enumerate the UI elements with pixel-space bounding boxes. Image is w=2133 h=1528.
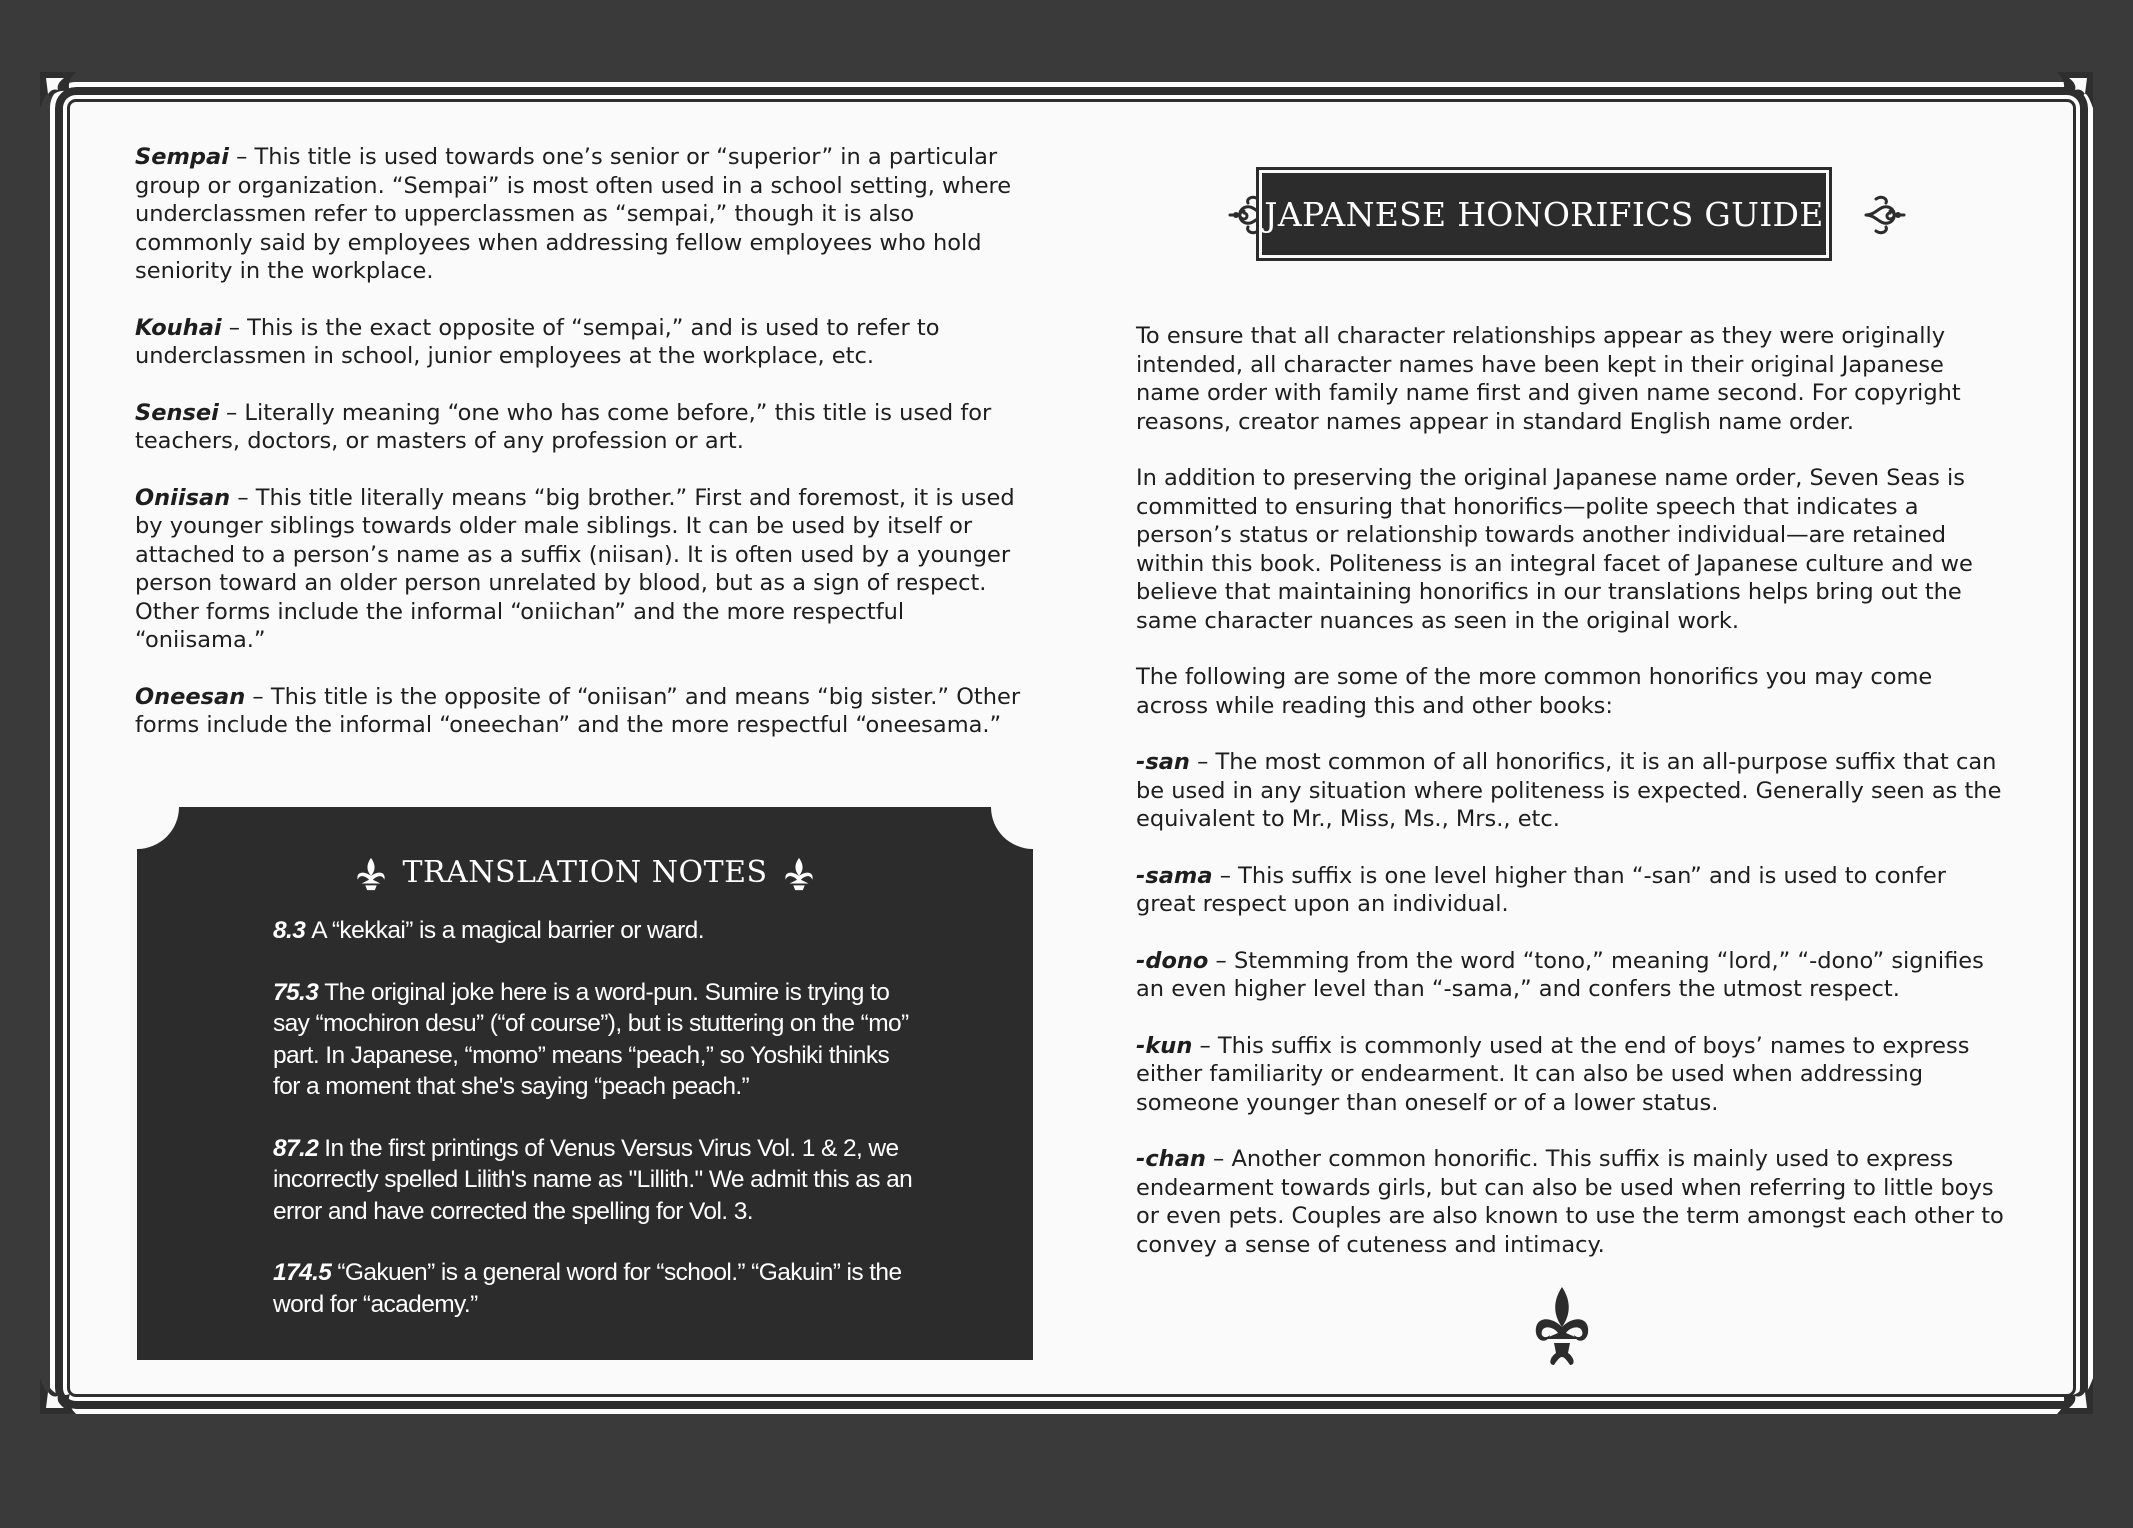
translation-notes-heading [137, 855, 1033, 893]
honorific-text: – Stemming from the word “tono,” meaning “lord,” “-dono” signifies an even higher level than “-sama,” and confers the utmost respect. [1136, 947, 1984, 1002]
fleur-de-lis-icon [780, 855, 818, 893]
honorific-text: – Literally meaning “one who has come before,” this title is used for teachers, doctors, or masters of any profession or art. [135, 399, 992, 454]
translation-notes-title: TRANSLATION NOTES [402, 855, 768, 890]
scroll-ornament-icon [1862, 185, 1906, 245]
honorific-term: -dono [1136, 947, 1209, 974]
honorific-entry [1136, 1145, 2006, 1259]
note-page-number: 174.5 [273, 1259, 332, 1286]
note-text: A “kekkai” is a magical barrier or ward. [311, 917, 704, 944]
honorific-entry [135, 683, 1035, 740]
honorific-text: – The most common of all honorifics, it is an all-purpose suffix that can be used in any situation where politeness is expected. Generally seen as the equivalent to Mr., Miss, Ms., Mrs., etc. [1136, 749, 2002, 832]
note-item [273, 1257, 913, 1320]
honorific-entry [1136, 748, 2006, 834]
honorific-text: – This title is the opposite of “oniisan” and means “big sister.” Other forms include the informal “oneechan” and the more respectful “oneesama.” [135, 683, 1021, 738]
intro-paragraph: The following are some of the more common honorifics you may come across while reading this and other books: [1136, 664, 1933, 719]
note-item [273, 1133, 913, 1228]
note-page-number: 8.3 [273, 917, 306, 944]
note-page-number: 75.3 [273, 978, 319, 1006]
corner-ornament-icon [2027, 68, 2097, 138]
honorific-entry [135, 399, 1035, 456]
translation-notes-box [137, 807, 1033, 1360]
honorific-term: Oniisan [135, 484, 231, 511]
honorific-entry [135, 143, 1035, 286]
corner-ornament-icon [36, 1348, 106, 1418]
note-page-number: 87.2 [273, 1134, 319, 1162]
note-item [273, 977, 913, 1103]
honorific-term: Sensei [135, 399, 219, 426]
honorific-text: – This title is used towards one’s senior or “superior” in a particular group or organization. “Sempai” is most often used in a school setting, where underclassmen refer to upperclassmen as “sempai,” though it is also commonly said by employees when addressing fellow employees who hold seniority in the workplace. [135, 144, 1012, 284]
honorifics-guide-title: JAPANESE HONORIFICS GUIDE [1262, 173, 1826, 255]
note-item [273, 915, 913, 947]
fleur-de-lis-icon [1530, 1283, 1594, 1369]
honorific-term: -chan [1136, 1146, 1206, 1172]
translation-notes-list [273, 915, 913, 1350]
fleur-de-lis-icon [352, 855, 390, 893]
corner-ornament-icon [36, 68, 106, 138]
honorific-term: Oneesan [135, 683, 246, 710]
honorific-term: Sempai [135, 144, 229, 170]
honorifics-guide-body [1136, 322, 2006, 1287]
honorific-entry [1136, 947, 2006, 1004]
honorific-entry [1136, 1032, 2006, 1118]
honorific-text: – This title literally means “big brother.” First and foremost, it is used by younger siblings towards older male siblings. It can be used by itself or attached to a person’s name as a suffix (niisan). It is often used by a younger person toward an older person unrelated by blood, but as a sign of respect. Other forms include the informal “oniichan” and the more respectful “oniisama.” [135, 484, 1015, 653]
note-text: “Gakuen” is a general word for “school.” “Gakuin” is the word for “academy.” [273, 1259, 902, 1318]
honorific-entry [135, 484, 1035, 655]
honorific-text: – Another common honorific. This suffix is mainly used to express endearment towards girls, but can also be used when referring to little boys or even pets. Couples are also known to use the term amongst each other to convey a sense of cuteness and intimacy. [1136, 1146, 2004, 1258]
honorifics-list-left [135, 143, 1035, 768]
intro-paragraph: In addition to preserving the original Japanese name order, Seven Seas is committed to ensuring that honorifics—polite speech that indicates a person’s status or relationship towards another individual—are retained within this book. Politeness is an integral facet of Japanese culture and we believe that maintaining honorifics in our translations helps bring out the same character nuances as seen in the original work. [1136, 465, 1973, 634]
honorific-text: – This suffix is one level higher than “-san” and is used to confer great respect upon an individual. [1136, 862, 1946, 917]
honorific-entry [1136, 862, 2006, 919]
honorific-text: – This suffix is commonly used at the end of boys’ names to express either familiarity or endearment. It can also be used when addressing someone younger than oneself or of a lower status. [1136, 1032, 1970, 1116]
honorific-text: – This is the exact opposite of “sempai,” and is used to refer to underclassmen in school, junior employees at the workplace, etc. [135, 314, 940, 369]
intro-paragraph: To ensure that all character relationships appear as they were originally intended, all character names have been kept in their original Japanese name order with family name first and given name second. For copyright reasons, creator names appear in standard English name order. [1136, 323, 1961, 435]
honorific-term: -kun [1136, 1032, 1193, 1059]
note-text: The original joke here is a word-pun. Sumire is trying to say “mochiron desu” (“of course”), but is stuttering on the “mo” part. In Japanese, “momo” means “peach,” so Yoshiki thinks for a moment that she's saying “peach peach.” [273, 978, 909, 1100]
note-text: In the first printings of Venus Versus Virus Vol. 1 & 2, we incorrectly spelled Lilith's name as "Lillith." We admit this as an error and have corrected the spelling for Vol. 3. [273, 1134, 913, 1225]
honorific-entry [135, 314, 1035, 371]
honorific-term: -sama [1136, 862, 1213, 889]
corner-ornament-icon [2027, 1348, 2097, 1418]
honorific-term: -san [1136, 749, 1190, 775]
honorific-term: Kouhai [135, 314, 222, 341]
